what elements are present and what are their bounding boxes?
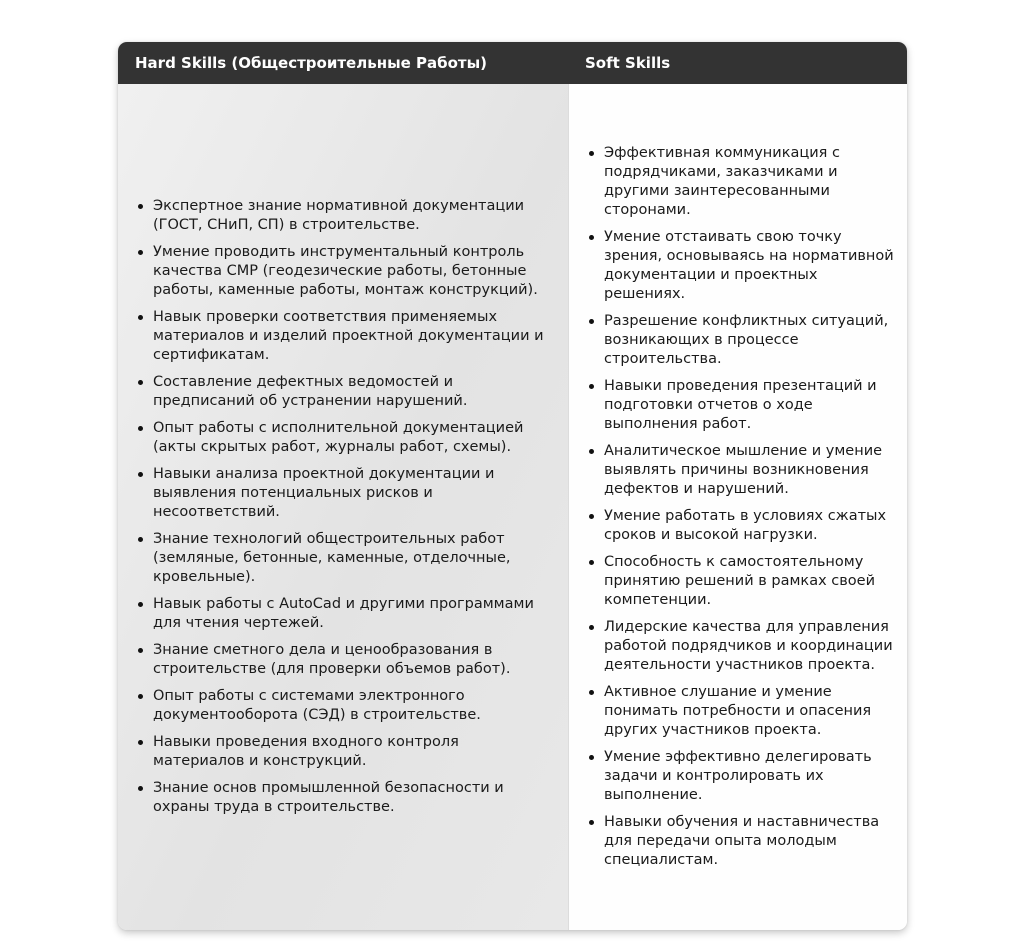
list-item: Способность к самостоятельному принятию решений в рамках своей компетенции. bbox=[586, 553, 897, 610]
list-item: Разрешение конфликтных ситуаций, возникающих в процессе строительства. bbox=[586, 312, 897, 369]
list-item: Активное слушание и умение понимать потребности и опасения других участников проекта. bbox=[586, 683, 897, 740]
list-item: Навыки проведения входного контроля материалов и конструкций. bbox=[135, 733, 544, 771]
list-item: Эффективная коммуникация с подрядчиками, заказчиками и другими заинтересованными сторонами. bbox=[586, 144, 897, 220]
list-item: Аналитическое мышление и умение выявлять причины возникновения дефектов и нарушений. bbox=[586, 442, 897, 499]
list-item: Навыки проведения презентаций и подготовки отчетов о ходе выполнения работ. bbox=[586, 377, 897, 434]
list-item: Экспертное знание нормативной документации (ГОСТ, СНиП, СП) в строительстве. bbox=[135, 197, 544, 235]
soft-skills-header: Soft Skills bbox=[568, 42, 907, 84]
list-item: Умение проводить инструментальный контроль качества СМР (геодезические работы, бетонные работы, каменные работы, монтаж конструкций). bbox=[135, 243, 544, 300]
soft-skills-list bbox=[586, 144, 897, 870]
list-item: Умение работать в условиях сжатых сроков и высокой нагрузки. bbox=[586, 507, 897, 545]
list-item: Знание сметного дела и ценообразования в строительстве (для проверки объемов работ). bbox=[135, 641, 544, 679]
list-item: Навыки обучения и наставничества для передачи опыта молодым специалистам. bbox=[586, 813, 897, 870]
list-item: Навык проверки соответствия применяемых материалов и изделий проектной документации и сертификатам. bbox=[135, 308, 544, 365]
hard-skills-header: Hard Skills (Общестроительные Работы) bbox=[118, 42, 568, 84]
list-item: Умение эффективно делегировать задачи и контролировать их выполнение. bbox=[586, 748, 897, 805]
list-item: Умение отстаивать свою точку зрения, основываясь на нормативной документации и проектных решениях. bbox=[586, 228, 897, 304]
list-item: Знание технологий общестроительных работ (земляные, бетонные, каменные, отделочные, кровельные). bbox=[135, 530, 544, 587]
skills-comparison-table bbox=[118, 42, 907, 930]
list-item: Опыт работы с исполнительной документацией (акты скрытых работ, журналы работ, схемы). bbox=[135, 419, 544, 457]
list-item: Составление дефектных ведомостей и предписаний об устранении нарушений. bbox=[135, 373, 544, 411]
list-item: Навык работы с AutoCad и другими программами для чтения чертежей. bbox=[135, 595, 544, 633]
list-item: Опыт работы с системами электронного документооборота (СЭД) в строительстве. bbox=[135, 687, 544, 725]
soft-skills-column bbox=[568, 84, 907, 930]
hard-skills-list bbox=[135, 197, 544, 817]
list-item: Знание основ промышленной безопасности и охраны труда в строительстве. bbox=[135, 779, 544, 817]
list-item: Лидерские качества для управления работой подрядчиков и координации деятельности участников проекта. bbox=[586, 618, 897, 675]
hard-skills-column bbox=[118, 84, 568, 930]
list-item: Навыки анализа проектной документации и выявления потенциальных рисков и несоответствий. bbox=[135, 465, 544, 522]
